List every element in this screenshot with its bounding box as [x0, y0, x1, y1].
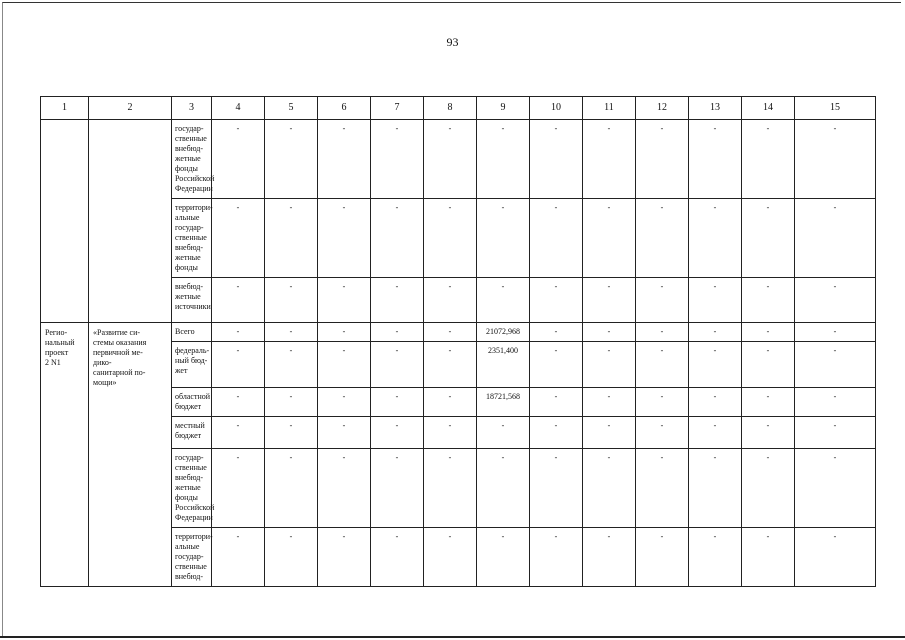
value-cell: -	[742, 417, 795, 449]
value-cell: -	[583, 199, 636, 278]
value-cell: -	[636, 528, 689, 587]
value-cell: -	[795, 449, 876, 528]
budget-table	[40, 96, 876, 587]
column-header: 7	[371, 97, 424, 120]
value-cell: -	[583, 417, 636, 449]
value-cell: -	[371, 323, 424, 342]
column-header: 11	[583, 97, 636, 120]
value-cell: -	[795, 323, 876, 342]
value-cell: -	[742, 388, 795, 417]
value-cell: -	[212, 323, 265, 342]
value-cell: -	[371, 342, 424, 388]
value-cell: -	[795, 528, 876, 587]
value-cell: -	[212, 417, 265, 449]
column-header: 15	[795, 97, 876, 120]
value-cell: -	[371, 388, 424, 417]
value-cell: -	[583, 278, 636, 323]
value-cell: -	[424, 388, 477, 417]
value-cell: -	[477, 120, 530, 199]
project-code-cell: Регио- нальный проект 2 N1	[41, 323, 89, 587]
value-cell: -	[795, 278, 876, 323]
value-cell: -	[477, 199, 530, 278]
value-cell: -	[689, 323, 742, 342]
value-cell: -	[583, 528, 636, 587]
value-cell: -	[583, 120, 636, 199]
value-cell: -	[212, 449, 265, 528]
value-cell: -	[530, 449, 583, 528]
value-cell: -	[530, 417, 583, 449]
column-header: 1	[41, 97, 89, 120]
value-cell: -	[212, 120, 265, 199]
funding-source-label: территори- альные государ- ственные внебюд-	[172, 528, 212, 587]
value-cell: -	[530, 278, 583, 323]
value-cell: -	[742, 323, 795, 342]
value-cell: -	[424, 199, 477, 278]
column-header: 2	[89, 97, 172, 120]
value-cell: -	[318, 528, 371, 587]
value-cell: -	[689, 388, 742, 417]
value-cell: -	[689, 449, 742, 528]
funding-source-label: внебюд- жетные источники	[172, 278, 212, 323]
value-cell: -	[212, 342, 265, 388]
value-cell: -	[212, 199, 265, 278]
value-cell: -	[212, 528, 265, 587]
value-cell: -	[371, 120, 424, 199]
value-cell: -	[636, 388, 689, 417]
value-cell: -	[689, 342, 742, 388]
value-cell: -	[424, 323, 477, 342]
table-row	[41, 120, 876, 199]
value-cell: -	[265, 278, 318, 323]
funding-source-label: федераль- ный бюд- жет	[172, 342, 212, 388]
value-cell: -	[265, 388, 318, 417]
value-cell: -	[689, 528, 742, 587]
value-cell: -	[477, 528, 530, 587]
value-cell: -	[318, 449, 371, 528]
value-cell: -	[689, 120, 742, 199]
value-cell: -	[636, 449, 689, 528]
value-cell: -	[371, 528, 424, 587]
column-header: 13	[689, 97, 742, 120]
value-cell: -	[318, 323, 371, 342]
value-cell: -	[318, 199, 371, 278]
value-cell: -	[530, 323, 583, 342]
table-row	[41, 323, 876, 342]
value-cell: -	[318, 278, 371, 323]
value-cell: -	[530, 388, 583, 417]
value-cell: 2351,400	[477, 342, 530, 388]
value-cell: -	[212, 278, 265, 323]
value-cell: -	[424, 120, 477, 199]
value-cell: -	[636, 342, 689, 388]
column-header: 14	[742, 97, 795, 120]
value-cell: -	[265, 449, 318, 528]
value-cell: -	[371, 199, 424, 278]
value-cell: -	[265, 528, 318, 587]
value-cell: -	[318, 342, 371, 388]
funding-source-label: государ- ственные внебюд- жетные фонды Российской Федерации	[172, 449, 212, 528]
value-cell: -	[477, 449, 530, 528]
column-header: 5	[265, 97, 318, 120]
value-cell: -	[530, 120, 583, 199]
value-cell: -	[583, 342, 636, 388]
value-cell: -	[424, 528, 477, 587]
value-cell: -	[265, 342, 318, 388]
value-cell: -	[318, 388, 371, 417]
value-cell: -	[742, 449, 795, 528]
value-cell: -	[424, 278, 477, 323]
value-cell: -	[689, 199, 742, 278]
page-bottom-edge	[0, 636, 905, 638]
column-header: 12	[636, 97, 689, 120]
value-cell: -	[265, 199, 318, 278]
funding-source-label: местный бюджет	[172, 417, 212, 449]
value-cell: -	[265, 323, 318, 342]
value-cell: -	[265, 120, 318, 199]
value-cell: -	[371, 449, 424, 528]
value-cell: -	[742, 278, 795, 323]
empty-project-cell	[41, 120, 89, 323]
value-cell: -	[689, 417, 742, 449]
value-cell: -	[795, 199, 876, 278]
page-number: 93	[446, 35, 459, 49]
value-cell: -	[530, 342, 583, 388]
value-cell: -	[371, 417, 424, 449]
value-cell: -	[424, 449, 477, 528]
empty-description-cell	[89, 120, 172, 323]
value-cell: -	[583, 323, 636, 342]
value-cell: -	[795, 388, 876, 417]
value-cell: -	[424, 417, 477, 449]
funding-source-label: областной бюджет	[172, 388, 212, 417]
value-cell: -	[318, 417, 371, 449]
value-cell: -	[742, 528, 795, 587]
value-cell: -	[795, 120, 876, 199]
funding-source-label: государ- ственные внебюд- жетные фонды Российской Федерации	[172, 120, 212, 199]
value-cell: -	[742, 342, 795, 388]
value-cell: -	[636, 120, 689, 199]
value-cell: -	[795, 417, 876, 449]
value-cell: -	[477, 417, 530, 449]
value-cell: -	[636, 199, 689, 278]
value-cell: -	[636, 323, 689, 342]
value-cell: -	[318, 120, 371, 199]
column-header: 4	[212, 97, 265, 120]
value-cell: -	[530, 199, 583, 278]
value-cell: -	[265, 417, 318, 449]
value-cell: -	[424, 342, 477, 388]
column-header: 3	[172, 97, 212, 120]
value-cell: -	[212, 388, 265, 417]
value-cell: -	[371, 278, 424, 323]
value-cell: -	[689, 278, 742, 323]
value-cell: -	[636, 278, 689, 323]
value-cell: -	[795, 342, 876, 388]
value-cell: -	[583, 449, 636, 528]
column-header: 8	[424, 97, 477, 120]
project-name-cell: «Развитие си- стемы оказания первичной ме- дико- санитарной по- мощи»	[89, 323, 172, 587]
column-header: 9	[477, 97, 530, 120]
value-cell: -	[636, 417, 689, 449]
value-cell: -	[742, 120, 795, 199]
column-header: 6	[318, 97, 371, 120]
header-row	[41, 97, 876, 120]
value-cell: 21072,968	[477, 323, 530, 342]
funding-source-label: территори- альные государ- ственные внебюд- жетные фонды	[172, 199, 212, 278]
value-cell: -	[530, 528, 583, 587]
column-header: 10	[530, 97, 583, 120]
value-cell: -	[477, 278, 530, 323]
value-cell: 18721,568	[477, 388, 530, 417]
value-cell: -	[742, 199, 795, 278]
funding-source-label: Всего	[172, 323, 212, 342]
value-cell: -	[583, 388, 636, 417]
